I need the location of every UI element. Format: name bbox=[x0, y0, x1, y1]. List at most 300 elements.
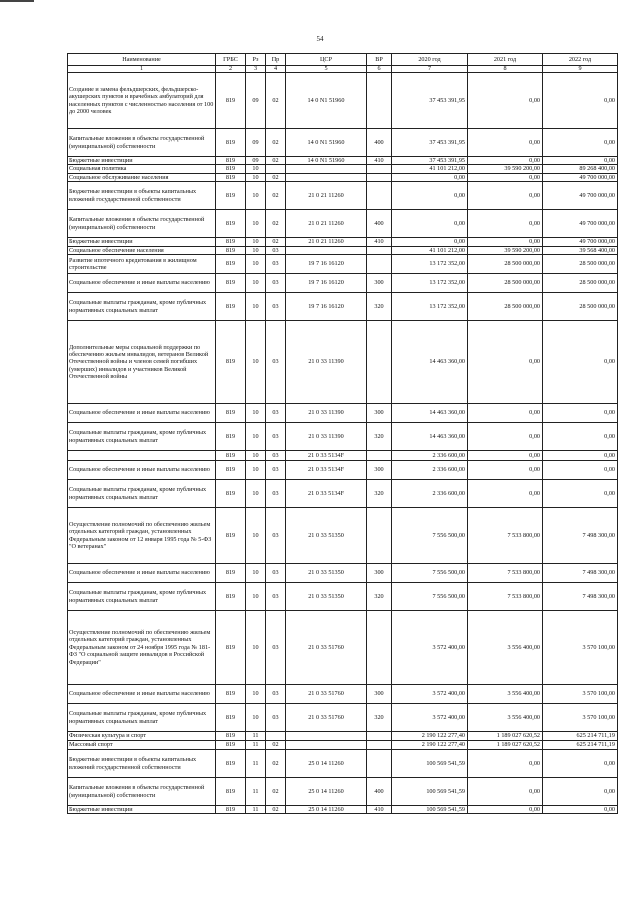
cell-csr: 14 0 N1 51960 bbox=[286, 157, 367, 165]
cell-grbs: 819 bbox=[216, 704, 246, 732]
cell-csr: 21 0 33 51760 bbox=[286, 611, 367, 685]
cell-grbs: 819 bbox=[216, 732, 246, 741]
cell-y2020: 14 463 360,00 bbox=[392, 321, 468, 404]
cell-y2021: 0,00 bbox=[468, 404, 543, 423]
cell-vr: 410 bbox=[367, 238, 392, 246]
cell-y2021: 3 556 400,00 bbox=[468, 611, 543, 685]
cell-pr: 03 bbox=[266, 451, 286, 461]
cell-vr bbox=[367, 741, 392, 750]
cell-pr: 03 bbox=[266, 564, 286, 583]
cell-y2022: 0,00 bbox=[543, 778, 618, 806]
cell-pr: 02 bbox=[266, 73, 286, 129]
cell-y2022: 0,00 bbox=[543, 461, 618, 480]
cell-name: Осуществление полномочий по обеспечению жильем отдельных категорий граждан, установленных Федеральным законом от 12 января 1995 года № 5-ФЗ "О ветеранах" bbox=[68, 508, 216, 564]
cell-y2020: 0,00 bbox=[392, 210, 468, 238]
cell-y2020: 37 453 391,95 bbox=[392, 73, 468, 129]
cell-grbs: 819 bbox=[216, 182, 246, 210]
cell-grbs: 819 bbox=[216, 806, 246, 814]
cell-csr bbox=[286, 165, 367, 173]
cell-csr: 25 0 14 11260 bbox=[286, 806, 367, 814]
cell-y2021: 3 556 400,00 bbox=[468, 685, 543, 704]
table-row bbox=[68, 741, 618, 750]
cell-pr: 03 bbox=[266, 246, 286, 254]
cell-y2021: 7 533 800,00 bbox=[468, 583, 543, 611]
table-row bbox=[68, 404, 618, 423]
cell-y2022: 49 700 000,00 bbox=[543, 173, 618, 181]
cell-y2022: 0,00 bbox=[543, 451, 618, 461]
cell-rz: 10 bbox=[246, 255, 266, 274]
cell-y2022: 0,00 bbox=[543, 73, 618, 129]
cell-vr bbox=[367, 750, 392, 778]
cell-y2022: 0,00 bbox=[543, 321, 618, 404]
cell-grbs: 819 bbox=[216, 423, 246, 451]
cell-pr: 03 bbox=[266, 404, 286, 423]
header-2022: 2022 год bbox=[543, 54, 618, 66]
cell-y2022: 0,00 bbox=[543, 423, 618, 451]
column-index: 3 bbox=[246, 66, 266, 73]
cell-rz: 10 bbox=[246, 274, 266, 293]
cell-y2022: 0,00 bbox=[543, 806, 618, 814]
cell-rz: 10 bbox=[246, 238, 266, 246]
cell-y2022: 49 700 000,00 bbox=[543, 238, 618, 246]
cell-rz: 10 bbox=[246, 404, 266, 423]
cell-vr bbox=[367, 73, 392, 129]
cell-vr bbox=[367, 255, 392, 274]
cell-name: Развитие ипотечного кредитования в жилищном строительстве bbox=[68, 255, 216, 274]
cell-rz: 10 bbox=[246, 165, 266, 173]
column-index: 1 bbox=[68, 66, 216, 73]
cell-vr bbox=[367, 321, 392, 404]
cell-rz: 10 bbox=[246, 685, 266, 704]
cell-y2021: 0,00 bbox=[468, 778, 543, 806]
table-row bbox=[68, 173, 618, 181]
cell-rz: 10 bbox=[246, 461, 266, 480]
cell-vr: 320 bbox=[367, 293, 392, 321]
cell-rz: 11 bbox=[246, 741, 266, 750]
cell-y2021: 1 189 027 620,52 bbox=[468, 741, 543, 750]
cell-pr: 03 bbox=[266, 685, 286, 704]
cell-rz: 10 bbox=[246, 182, 266, 210]
cell-grbs: 819 bbox=[216, 451, 246, 461]
cell-csr: 25 0 14 11260 bbox=[286, 778, 367, 806]
cell-pr bbox=[266, 165, 286, 173]
cell-name: Капитальные вложения в объекты государственной (муниципальной) собственности bbox=[68, 778, 216, 806]
cell-y2020: 37 453 391,95 bbox=[392, 129, 468, 157]
table-row bbox=[68, 564, 618, 583]
cell-vr: 400 bbox=[367, 129, 392, 157]
cell-csr: 21 0 33 11390 bbox=[286, 404, 367, 423]
header-csr: ЦСР bbox=[286, 54, 367, 66]
cell-csr: 21 0 33 11390 bbox=[286, 423, 367, 451]
cell-y2020: 3 572 400,00 bbox=[392, 611, 468, 685]
table-row bbox=[68, 238, 618, 246]
cell-csr: 19 7 16 16120 bbox=[286, 255, 367, 274]
cell-rz: 10 bbox=[246, 583, 266, 611]
cell-rz: 10 bbox=[246, 480, 266, 508]
cell-pr: 02 bbox=[266, 238, 286, 246]
cell-name: Социальное обеспечение населения bbox=[68, 246, 216, 254]
table-row bbox=[68, 750, 618, 778]
cell-name: Социальные выплаты гражданам, кроме публичных нормативных социальных выплат bbox=[68, 293, 216, 321]
cell-y2021: 3 556 400,00 bbox=[468, 704, 543, 732]
cell-grbs: 819 bbox=[216, 246, 246, 254]
cell-y2021: 39 590 200,00 bbox=[468, 246, 543, 254]
cell-grbs: 819 bbox=[216, 750, 246, 778]
cell-name: Социальные выплаты гражданам, кроме публичных нормативных социальных выплат bbox=[68, 480, 216, 508]
cell-y2022: 7 498 300,00 bbox=[543, 508, 618, 564]
header-pr: Пр bbox=[266, 54, 286, 66]
cell-vr bbox=[367, 182, 392, 210]
cell-y2020: 13 172 352,00 bbox=[392, 274, 468, 293]
cell-csr: 21 0 21 11260 bbox=[286, 210, 367, 238]
table-row bbox=[68, 732, 618, 741]
cell-y2021: 0,00 bbox=[468, 451, 543, 461]
cell-y2022: 49 700 000,00 bbox=[543, 182, 618, 210]
cell-name: Социальное обеспечение и иные выплаты населению bbox=[68, 461, 216, 480]
cell-y2022: 3 570 100,00 bbox=[543, 685, 618, 704]
table-row bbox=[68, 182, 618, 210]
cell-csr: 21 0 33 5134F bbox=[286, 480, 367, 508]
cell-csr: 14 0 N1 51960 bbox=[286, 129, 367, 157]
cell-pr: 02 bbox=[266, 129, 286, 157]
cell-y2021: 7 533 800,00 bbox=[468, 564, 543, 583]
cell-y2020: 7 556 500,00 bbox=[392, 583, 468, 611]
cell-y2020: 41 101 212,00 bbox=[392, 246, 468, 254]
cell-name: Социальное обеспечение и иные выплаты населению bbox=[68, 404, 216, 423]
cell-grbs: 819 bbox=[216, 157, 246, 165]
cell-rz: 10 bbox=[246, 564, 266, 583]
cell-grbs: 819 bbox=[216, 583, 246, 611]
cell-grbs: 819 bbox=[216, 611, 246, 685]
cell-rz: 09 bbox=[246, 129, 266, 157]
cell-pr: 03 bbox=[266, 461, 286, 480]
cell-y2021: 0,00 bbox=[468, 480, 543, 508]
cell-y2021: 0,00 bbox=[468, 73, 543, 129]
cell-name: Создание и замена фельдшерских, фельдшерско-акушерских пунктов и врачебных амбулаторий для населенных пунктов с численностью населения от 100 до 2000 человек bbox=[68, 73, 216, 129]
cell-y2020: 2 190 122 277,40 bbox=[392, 741, 468, 750]
cell-y2021: 0,00 bbox=[468, 173, 543, 181]
budget-table bbox=[67, 53, 618, 814]
cell-grbs: 819 bbox=[216, 73, 246, 129]
table-header-row bbox=[68, 54, 618, 66]
cell-grbs: 819 bbox=[216, 165, 246, 173]
table-body bbox=[68, 73, 618, 814]
cell-csr bbox=[286, 732, 367, 741]
header-grbs: ГРБС bbox=[216, 54, 246, 66]
cell-pr: 03 bbox=[266, 583, 286, 611]
header-name: Наименование bbox=[68, 54, 216, 66]
cell-y2020: 100 569 541,59 bbox=[392, 750, 468, 778]
cell-y2022: 0,00 bbox=[543, 750, 618, 778]
cell-y2021: 0,00 bbox=[468, 423, 543, 451]
cell-name: Физическая культура и спорт bbox=[68, 732, 216, 741]
cell-rz: 10 bbox=[246, 704, 266, 732]
table-row bbox=[68, 451, 618, 461]
cell-csr: 21 0 33 5134F bbox=[286, 461, 367, 480]
cell-name: Капитальные вложения в объекты государственной (муниципальной) собственности bbox=[68, 129, 216, 157]
cell-y2021: 0,00 bbox=[468, 238, 543, 246]
cell-vr bbox=[367, 732, 392, 741]
cell-pr: 03 bbox=[266, 321, 286, 404]
cell-y2022: 49 700 000,00 bbox=[543, 210, 618, 238]
cell-csr: 21 0 33 11390 bbox=[286, 321, 367, 404]
cell-rz: 11 bbox=[246, 732, 266, 741]
header-rz: Рз bbox=[246, 54, 266, 66]
cell-grbs: 819 bbox=[216, 564, 246, 583]
cell-vr: 320 bbox=[367, 480, 392, 508]
cell-y2020: 3 572 400,00 bbox=[392, 704, 468, 732]
cell-csr: 14 0 N1 51960 bbox=[286, 73, 367, 129]
cell-y2022: 0,00 bbox=[543, 129, 618, 157]
cell-grbs: 819 bbox=[216, 173, 246, 181]
column-index: 4 bbox=[266, 66, 286, 73]
cell-y2022: 7 498 300,00 bbox=[543, 564, 618, 583]
header-2021: 2021 год bbox=[468, 54, 543, 66]
cell-name: Капитальные вложения в объекты государственной (муниципальной) собственности bbox=[68, 210, 216, 238]
table-row bbox=[68, 508, 618, 564]
cell-y2021: 0,00 bbox=[468, 461, 543, 480]
cell-csr: 21 0 33 51350 bbox=[286, 564, 367, 583]
cell-pr: 03 bbox=[266, 508, 286, 564]
cell-rz: 11 bbox=[246, 778, 266, 806]
column-index: 5 bbox=[286, 66, 367, 73]
cell-y2021: 0,00 bbox=[468, 321, 543, 404]
cell-vr bbox=[367, 508, 392, 564]
cell-vr: 300 bbox=[367, 461, 392, 480]
cell-name: Социальные выплаты гражданам, кроме публичных нормативных социальных выплат bbox=[68, 583, 216, 611]
cell-y2020: 2 190 122 277,40 bbox=[392, 732, 468, 741]
cell-y2022: 89 268 400,00 bbox=[543, 165, 618, 173]
cell-pr: 03 bbox=[266, 704, 286, 732]
cell-name: Осуществление полномочий по обеспечению жильем отдельных категорий граждан, установленных Федеральным законом от 24 ноября 1995 года № 181-ФЗ "О социальной защите инвалидов в Российской Федерации" bbox=[68, 611, 216, 685]
cell-y2022: 7 498 300,00 bbox=[543, 583, 618, 611]
cell-y2020: 37 453 391,95 bbox=[392, 157, 468, 165]
cell-vr: 300 bbox=[367, 274, 392, 293]
table-row bbox=[68, 423, 618, 451]
cell-y2020: 13 172 352,00 bbox=[392, 255, 468, 274]
cell-rz: 10 bbox=[246, 293, 266, 321]
cell-y2020: 14 463 360,00 bbox=[392, 423, 468, 451]
cell-vr: 300 bbox=[367, 564, 392, 583]
cell-y2021: 28 500 000,00 bbox=[468, 274, 543, 293]
cell-pr: 02 bbox=[266, 750, 286, 778]
cell-y2022: 0,00 bbox=[543, 157, 618, 165]
cell-name: Дополнительные меры социальной поддержки по обеспечению жильем инвалидов, ветеранов Великой Отечественной войны и членов семей погибших (умерших) инвалидов и участников Великой Отечественной войны bbox=[68, 321, 216, 404]
cell-grbs: 819 bbox=[216, 778, 246, 806]
cell-pr: 02 bbox=[266, 210, 286, 238]
table-row bbox=[68, 274, 618, 293]
cell-y2021: 39 590 200,00 bbox=[468, 165, 543, 173]
table-row bbox=[68, 129, 618, 157]
table-row bbox=[68, 704, 618, 732]
cell-y2021: 0,00 bbox=[468, 157, 543, 165]
cell-vr bbox=[367, 246, 392, 254]
cell-vr: 300 bbox=[367, 685, 392, 704]
cell-pr: 02 bbox=[266, 741, 286, 750]
cell-y2021: 0,00 bbox=[468, 806, 543, 814]
cell-name: Социальное обеспечение и иные выплаты населению bbox=[68, 685, 216, 704]
cell-grbs: 819 bbox=[216, 461, 246, 480]
cell-y2022: 0,00 bbox=[543, 480, 618, 508]
cell-csr bbox=[286, 246, 367, 254]
cell-pr: 03 bbox=[266, 255, 286, 274]
cell-y2020: 14 463 360,00 bbox=[392, 404, 468, 423]
cell-rz: 10 bbox=[246, 451, 266, 461]
cell-y2022: 28 500 000,00 bbox=[543, 255, 618, 274]
cell-y2020: 2 336 600,00 bbox=[392, 480, 468, 508]
cell-name: Социальные выплаты гражданам, кроме публичных нормативных социальных выплат bbox=[68, 704, 216, 732]
cell-grbs: 819 bbox=[216, 274, 246, 293]
cell-y2022: 0,00 bbox=[543, 404, 618, 423]
cell-name: Бюджетные инвестиции bbox=[68, 157, 216, 165]
cell-y2020: 0,00 bbox=[392, 238, 468, 246]
table-row bbox=[68, 165, 618, 173]
cell-csr: 21 0 33 51760 bbox=[286, 704, 367, 732]
table-row bbox=[68, 806, 618, 814]
column-index: 7 bbox=[392, 66, 468, 73]
cell-csr bbox=[286, 741, 367, 750]
cell-vr: 410 bbox=[367, 806, 392, 814]
cell-y2021: 0,00 bbox=[468, 129, 543, 157]
cell-grbs: 819 bbox=[216, 129, 246, 157]
cell-name: Бюджетные инвестиции в объекты капитальных вложений государственной собственности bbox=[68, 750, 216, 778]
cell-y2021: 7 533 800,00 bbox=[468, 508, 543, 564]
cell-rz: 10 bbox=[246, 611, 266, 685]
header-2020: 2020 год bbox=[392, 54, 468, 66]
table-row bbox=[68, 583, 618, 611]
cell-grbs: 819 bbox=[216, 685, 246, 704]
cell-csr: 21 0 33 5134F bbox=[286, 451, 367, 461]
column-index: 6 bbox=[367, 66, 392, 73]
cell-y2020: 3 572 400,00 bbox=[392, 685, 468, 704]
cell-vr: 400 bbox=[367, 778, 392, 806]
cell-y2022: 3 570 100,00 bbox=[543, 704, 618, 732]
cell-pr: 02 bbox=[266, 778, 286, 806]
cell-rz: 11 bbox=[246, 806, 266, 814]
cell-name: Массовый спорт bbox=[68, 741, 216, 750]
cell-grbs: 819 bbox=[216, 293, 246, 321]
column-index: 2 bbox=[216, 66, 246, 73]
cell-pr bbox=[266, 732, 286, 741]
table-row bbox=[68, 210, 618, 238]
cell-pr: 02 bbox=[266, 157, 286, 165]
cell-y2021: 28 500 000,00 bbox=[468, 293, 543, 321]
cell-csr: 21 0 21 11260 bbox=[286, 182, 367, 210]
table-row bbox=[68, 611, 618, 685]
cell-y2020: 100 569 541,59 bbox=[392, 806, 468, 814]
cell-pr: 02 bbox=[266, 182, 286, 210]
cell-y2020: 2 336 600,00 bbox=[392, 461, 468, 480]
cell-name: Социальные выплаты гражданам, кроме публичных нормативных социальных выплат bbox=[68, 423, 216, 451]
cell-name: Социальное обеспечение и иные выплаты населению bbox=[68, 274, 216, 293]
scan-edge-mark bbox=[0, 0, 34, 2]
cell-grbs: 819 bbox=[216, 321, 246, 404]
cell-vr bbox=[367, 451, 392, 461]
cell-csr: 25 0 14 11260 bbox=[286, 750, 367, 778]
cell-y2021: 0,00 bbox=[468, 210, 543, 238]
cell-rz: 11 bbox=[246, 750, 266, 778]
cell-name: Социальное обслуживание населения bbox=[68, 173, 216, 181]
cell-vr: 410 bbox=[367, 157, 392, 165]
column-index-row bbox=[68, 66, 618, 73]
cell-y2021: 28 500 000,00 bbox=[468, 255, 543, 274]
cell-vr: 320 bbox=[367, 423, 392, 451]
table-row bbox=[68, 685, 618, 704]
table-row bbox=[68, 73, 618, 129]
table-row bbox=[68, 157, 618, 165]
cell-rz: 10 bbox=[246, 423, 266, 451]
cell-grbs: 819 bbox=[216, 480, 246, 508]
table-row bbox=[68, 255, 618, 274]
cell-name: Социальное обеспечение и иные выплаты населению bbox=[68, 564, 216, 583]
cell-grbs: 819 bbox=[216, 404, 246, 423]
cell-y2022: 39 568 400,00 bbox=[543, 246, 618, 254]
column-index: 9 bbox=[543, 66, 618, 73]
cell-y2020: 7 556 500,00 bbox=[392, 508, 468, 564]
cell-csr: 19 7 16 16120 bbox=[286, 293, 367, 321]
cell-name bbox=[68, 451, 216, 461]
cell-vr: 400 bbox=[367, 210, 392, 238]
cell-pr: 03 bbox=[266, 293, 286, 321]
cell-pr: 03 bbox=[266, 274, 286, 293]
cell-rz: 09 bbox=[246, 157, 266, 165]
cell-pr: 03 bbox=[266, 423, 286, 451]
cell-y2020: 100 569 541,59 bbox=[392, 778, 468, 806]
cell-name: Бюджетные инвестиции bbox=[68, 238, 216, 246]
cell-rz: 10 bbox=[246, 508, 266, 564]
cell-y2020: 13 172 352,00 bbox=[392, 293, 468, 321]
cell-name: Бюджетные инвестиции в объекты капитальных вложений государственной собственности bbox=[68, 182, 216, 210]
cell-y2022: 625 214 711,19 bbox=[543, 732, 618, 741]
table-row bbox=[68, 321, 618, 404]
cell-y2022: 28 500 000,00 bbox=[543, 274, 618, 293]
cell-vr bbox=[367, 165, 392, 173]
table-row bbox=[68, 246, 618, 254]
cell-vr bbox=[367, 173, 392, 181]
cell-y2022: 3 570 100,00 bbox=[543, 611, 618, 685]
cell-rz: 10 bbox=[246, 173, 266, 181]
cell-csr: 19 7 16 16120 bbox=[286, 274, 367, 293]
cell-csr bbox=[286, 173, 367, 181]
table-row bbox=[68, 461, 618, 480]
cell-y2021: 0,00 bbox=[468, 182, 543, 210]
cell-vr: 320 bbox=[367, 704, 392, 732]
cell-y2021: 0,00 bbox=[468, 750, 543, 778]
table-row bbox=[68, 293, 618, 321]
cell-y2021: 1 189 027 620,52 bbox=[468, 732, 543, 741]
cell-csr: 21 0 21 11260 bbox=[286, 238, 367, 246]
cell-pr: 03 bbox=[266, 480, 286, 508]
cell-rz: 10 bbox=[246, 321, 266, 404]
cell-y2022: 28 500 000,00 bbox=[543, 293, 618, 321]
cell-pr: 02 bbox=[266, 806, 286, 814]
cell-name: Бюджетные инвестиции bbox=[68, 806, 216, 814]
header-vr: ВР bbox=[367, 54, 392, 66]
table-row bbox=[68, 778, 618, 806]
cell-y2020: 2 336 600,00 bbox=[392, 451, 468, 461]
cell-y2020: 0,00 bbox=[392, 173, 468, 181]
cell-csr: 21 0 33 51350 bbox=[286, 508, 367, 564]
cell-y2022: 625 214 711,19 bbox=[543, 741, 618, 750]
cell-grbs: 819 bbox=[216, 210, 246, 238]
cell-grbs: 819 bbox=[216, 741, 246, 750]
cell-pr: 03 bbox=[266, 611, 286, 685]
cell-y2020: 0,00 bbox=[392, 182, 468, 210]
cell-y2020: 7 556 500,00 bbox=[392, 564, 468, 583]
table-row bbox=[68, 480, 618, 508]
cell-rz: 10 bbox=[246, 246, 266, 254]
cell-pr: 02 bbox=[266, 173, 286, 181]
